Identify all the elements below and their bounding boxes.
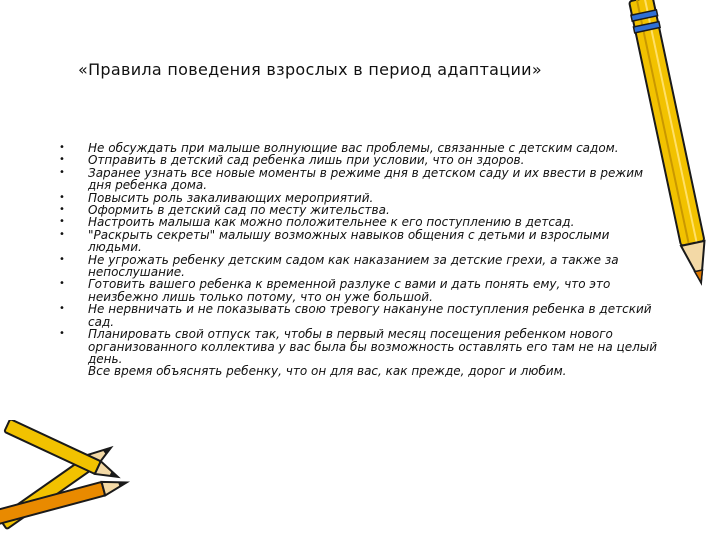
pencil-icon [628,0,708,300]
bullet-icon: • [59,278,65,290]
page-title: «Правила поведения взрослых в период адаптации» [78,60,542,79]
bullet-icon: • [59,253,65,265]
list-item [58,216,658,228]
list-item [58,365,658,377]
list-item-text: Повысить роль закаливающих мероприятий. [88,190,374,205]
list-item [58,154,658,166]
bullet-icon: • [59,166,65,178]
bullet-icon: • [59,191,65,203]
list-item-text: Планировать свой отпуск так, чтобы в первый месяц посещения ребенком нового организованного коллектива у вас была бы возможность оставлять его там не на целый день. [88,327,658,366]
list-item-text: Не угрожать ребенку детским садом как наказанием за детские грехи, а также за непослушание. [88,252,619,280]
list-item-text: Настроить малыша как можно положительнее к его поступлению в детсад. [88,215,575,230]
list-item-text: Заранее узнать все новые моменты в режиме дня в детском саду и их ввести в режим дня ребенка дома. [88,165,644,193]
list-item [58,167,658,192]
rules-list [58,142,658,378]
list-item-text: Все время объяснять ребенку, что он для вас, как прежде, дорог и любим. [88,364,567,379]
list-item-text: Готовить вашего ребенка к временной разлуке с вами и дать понять ему, что это неизбежно лишь только потому, что он уже большой. [88,277,611,304]
bullet-icon: • [59,142,65,153]
bullet-icon: • [59,204,65,216]
bullet-icon: • [59,303,65,315]
list-item [58,328,658,365]
bullet-icon: • [59,216,65,228]
pencils-icon [0,420,140,540]
bullet-icon: • [59,228,65,240]
list-item [58,278,658,303]
list-item-text: Оформить в детский сад по месту жительства. [88,203,390,218]
bullet-icon: • [59,154,65,166]
list-item-text: Отправить в детский сад ребенка лишь при условии, что он здоров. [88,153,525,168]
list-item-text: Не нервничать и не показывать свою тревогу накануне поступления ребенка в детский сад. [88,302,652,329]
list-item [58,254,658,279]
list-item [58,229,658,254]
list-item-text: "Раскрыть секреты" малышу возможных навыков общения с детьми и взрослыми людьми. [88,227,610,255]
list-item [58,303,658,328]
list-item-text: Не обсуждать при малыше волнующие вас проблемы, связанные с детским садом. [88,141,619,155]
bullet-icon: • [59,328,65,340]
